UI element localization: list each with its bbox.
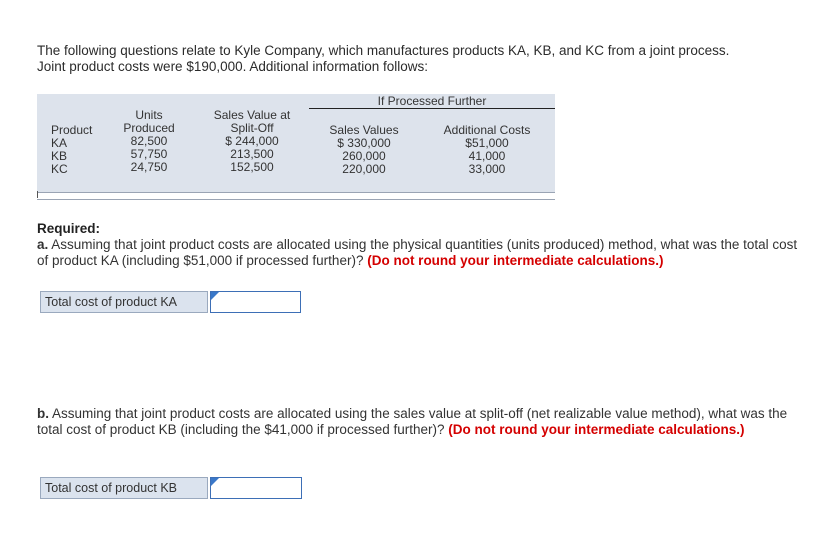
- header-product: Product: [51, 123, 93, 137]
- problem-intro: [37, 43, 807, 75]
- cell-addcost-kc: 33,000: [468, 162, 506, 176]
- cell-salesval-kb: 260,000: [342, 149, 386, 163]
- input-flag-icon: [211, 478, 219, 486]
- header-additional-costs: Additional Costs: [443, 123, 531, 137]
- table-bottom-bar: [37, 192, 555, 200]
- question-a: [37, 237, 807, 269]
- column-sales-values: [321, 124, 407, 176]
- question-a-note: (Do not round your intermediate calculations.): [367, 253, 664, 268]
- group-header-processed-further: If Processed Further: [377, 94, 487, 108]
- cell-units-kc: 24,750: [130, 160, 168, 174]
- header-units-line1: Units: [135, 108, 163, 122]
- question-b: [37, 406, 807, 438]
- cell-product-ka: KA: [51, 136, 68, 150]
- column-additional-costs: [434, 124, 540, 176]
- cell-product-kc: KC: [51, 162, 68, 176]
- answer-label-kb: Total cost of product KB: [40, 477, 208, 499]
- cell-product-kb: KB: [51, 149, 68, 163]
- cell-addcost-kb: 41,000: [468, 149, 506, 163]
- table-left-tick: [37, 191, 38, 198]
- column-product: [51, 124, 101, 176]
- required-heading: Required:: [37, 221, 101, 236]
- header-sv-line2: Split-Off: [230, 121, 274, 135]
- header-sales-values: Sales Values: [329, 123, 399, 137]
- cell-units-kb: 57,750: [130, 147, 168, 161]
- group-header-underline: [309, 108, 555, 109]
- product-data-table: [37, 94, 555, 198]
- question-a-label: a.: [37, 237, 49, 252]
- cell-salesval-ka: $ 330,000: [337, 136, 391, 150]
- question-a-text: Assuming that joint product costs are allocated using the physical quantities (units produced) method, what was the total cost of product KA (including $51,000 if processed further)?: [37, 237, 798, 268]
- total-cost-ka-input[interactable]: [210, 291, 301, 313]
- column-units-produced: [119, 109, 179, 174]
- column-sales-value-split-off: [207, 109, 297, 174]
- header-units-line2: Produced: [123, 121, 175, 135]
- cell-units-ka: 82,500: [130, 134, 168, 148]
- cell-sv-kb: 213,500: [230, 147, 274, 161]
- input-flag-icon: [211, 292, 219, 300]
- cell-sv-ka: $ 244,000: [225, 134, 279, 148]
- answer-label-ka: Total cost of product KA: [40, 291, 208, 313]
- question-b-text: Assuming that joint product costs are allocated using the sales value at split-off (net realizable value method), what was the total cost of product KB (including the $41,000 if processed further)?: [37, 406, 788, 437]
- total-cost-kb-input[interactable]: [210, 477, 302, 499]
- question-b-note: (Do not round your intermediate calculations.): [448, 422, 745, 437]
- intro-line-2: Joint product costs were $190,000. Additional information follows:: [37, 59, 428, 74]
- cell-salesval-kc: 220,000: [342, 162, 386, 176]
- header-sv-line1: Sales Value at: [213, 108, 291, 122]
- question-b-label: b.: [37, 406, 49, 421]
- cell-addcost-ka: $51,000: [465, 136, 509, 150]
- cell-sv-kc: 152,500: [230, 160, 274, 174]
- intro-line-1: The following questions relate to Kyle Company, which manufactures products KA, KB, and KC from a joint process.: [37, 43, 730, 58]
